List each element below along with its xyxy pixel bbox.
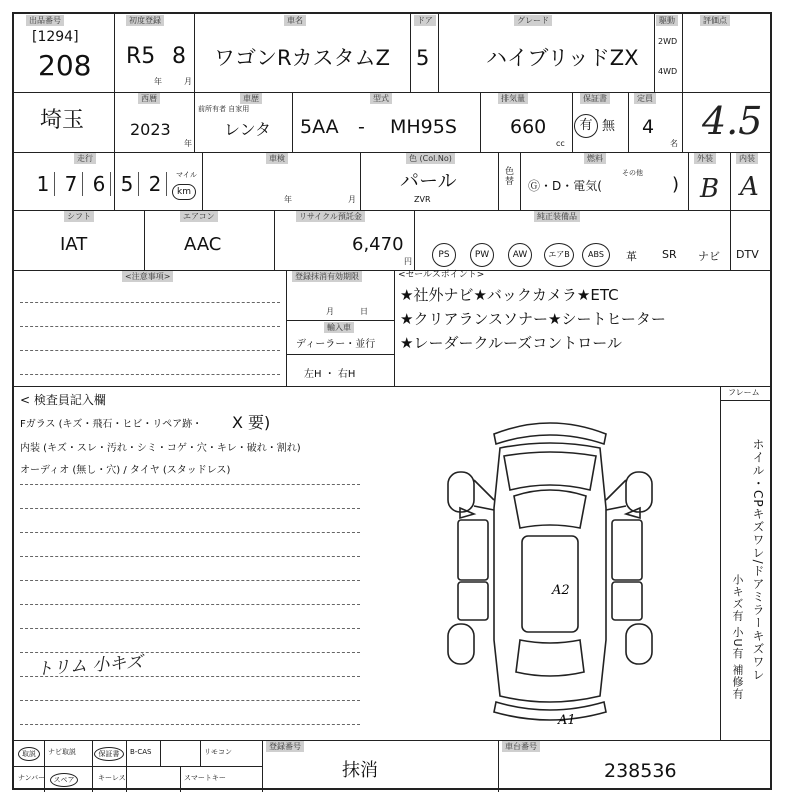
era: R5	[126, 44, 156, 69]
label-year: 西暦	[138, 93, 160, 104]
history-note: 前所有者 自家用	[198, 105, 250, 113]
label-mileage: 走行	[74, 153, 96, 164]
doors: 5	[416, 46, 430, 70]
reg-day: 日	[360, 307, 368, 316]
label-grade: グレード	[514, 15, 552, 26]
unit-year-2: 年	[184, 139, 192, 148]
label-displacement: 排気量	[498, 93, 528, 104]
mileage-unit-mile: マイル	[176, 171, 197, 179]
inspector-line-3: オーディオ (無し・穴) / タイヤ (スタッドレス)	[20, 465, 231, 476]
diagram-right-front-door	[612, 520, 642, 580]
equip-ps: PS	[432, 243, 456, 267]
label-recycle: リサイクル預託金	[296, 211, 365, 222]
label-notes: <注意事項>	[122, 271, 173, 282]
grade: ハイブリッドZX	[486, 46, 639, 70]
diagram-mark-a1: A1	[558, 713, 576, 726]
capacity: 4	[642, 116, 655, 138]
diagram-right-rear-wheel	[626, 624, 652, 664]
reg-number: 抹消	[342, 760, 378, 781]
opt-navi-manual: ナビ取説	[48, 748, 76, 756]
diagram-left-front-door	[458, 520, 488, 580]
warranty-yes: 有	[574, 114, 598, 138]
inspector-title: < 検査員記入欄	[20, 393, 106, 407]
mileage-unit-km: km	[172, 184, 196, 200]
steering: 左H ・ 右H	[304, 369, 356, 380]
label-interior: 内装	[736, 153, 758, 164]
equip-dtv: DTV	[736, 248, 759, 261]
fuel-other: その他	[622, 169, 643, 177]
shaken-year: 年	[284, 195, 292, 204]
label-fuel: 燃料	[584, 153, 606, 164]
diagram-windshield	[514, 490, 586, 528]
opt-smartkey: スマートキー	[184, 774, 226, 782]
equip-pw: PW	[470, 243, 494, 267]
label-shaken: 車検	[266, 153, 288, 164]
mileage-digit: 5	[116, 172, 139, 196]
unit-year: 年	[154, 77, 162, 86]
opt-number: ナンバー	[18, 774, 46, 782]
label-doors: ドア	[414, 15, 436, 26]
unit-month: 月	[184, 77, 192, 86]
fuel: Ⓖ・D・電気(	[528, 179, 602, 193]
fuel-close: )	[672, 174, 680, 195]
opt-remote: リモコン	[204, 748, 232, 756]
shift: IAT	[60, 234, 88, 255]
warranty-no: 無	[602, 119, 616, 134]
diagram-left-front-wheel	[448, 472, 474, 512]
label-frame: フレーム	[728, 388, 760, 397]
label-shift: シフト	[64, 211, 94, 222]
chassis-number: 238536	[604, 760, 677, 782]
mileage-digit: 6	[88, 172, 111, 196]
shaken-month: 月	[348, 195, 356, 204]
label-score: 評価点	[700, 15, 730, 26]
diagram-rear-window	[516, 640, 584, 676]
label-sales-points: <セールスポイント>	[398, 270, 485, 280]
label-reg-number: 登録番号	[266, 741, 304, 752]
diagram-left-rear-wheel	[448, 624, 474, 664]
diagram-right-mirror	[626, 508, 640, 518]
label-warranty: 保証書	[580, 93, 610, 104]
diagram-right-rear-door	[612, 582, 642, 620]
diagram-right-front-fender	[606, 480, 626, 510]
unit-yen: 円	[404, 257, 412, 266]
diagram-left-mirror	[460, 508, 474, 518]
model-separator: -	[358, 116, 365, 138]
drive-2wd: 2WD	[658, 37, 678, 46]
diagram-body-outline	[494, 443, 606, 702]
unit-person: 名	[670, 139, 678, 148]
displacement: 660	[510, 116, 547, 138]
car-name: ワゴンRカスタムZ	[214, 46, 390, 70]
lot-number: 208	[38, 49, 92, 82]
recycle-fee: 6,470	[352, 234, 404, 255]
inspector-line-2: 内装 (キズ・スレ・汚れ・シミ・コゲ・穴・キレ・破れ・割れ)	[20, 443, 301, 454]
opt-bcas: B-CAS	[130, 748, 152, 756]
region: 埼玉	[40, 108, 85, 133]
label-car-name: 車名	[284, 15, 306, 26]
label-lot: 出品番号	[26, 15, 64, 26]
label-drive: 駆動	[656, 15, 678, 26]
label-exterior: 外装	[694, 153, 716, 164]
diagram-left-rear-door	[458, 582, 488, 620]
opt-keyless: キーレス	[98, 774, 126, 782]
label-import: 輸入車	[324, 322, 354, 333]
unit-cc: cc	[556, 139, 565, 148]
mileage-digit: 7	[60, 172, 83, 196]
aircon: AAC	[184, 234, 222, 255]
equip-leather: 革	[626, 250, 637, 263]
exterior-grade: B	[700, 174, 720, 204]
reg-month: 月	[326, 307, 334, 316]
lot-bracket: [1294]	[32, 29, 79, 45]
dealer: ディーラー・並行	[296, 339, 376, 350]
equip-airbag: エアB	[544, 243, 574, 267]
equip-sr: SR	[662, 248, 677, 261]
label-history: 車歴	[240, 93, 262, 104]
label-reg-expiry: 登録抹消有効期限	[292, 271, 362, 282]
color-code: ZVR	[414, 195, 431, 204]
score: 4.5	[702, 99, 763, 143]
label-first-reg: 初度登録	[126, 15, 164, 26]
interior-grade: A	[740, 172, 759, 202]
label-capacity: 定員	[634, 93, 656, 104]
side-note: ホイル・CPキズワレ/ドアミラーキズワレ	[751, 438, 765, 682]
diagram-left-front-fender	[474, 480, 494, 510]
label-model: 型式	[370, 93, 392, 104]
inspector-line-1: Fガラス (キズ・飛石・ヒビ・リペア跡・	[20, 419, 203, 430]
label-aircon: エアコン	[180, 211, 218, 222]
side-note-2: 小キズ有 小U有 補修有	[731, 574, 744, 701]
opt-spare: スペア	[50, 773, 78, 787]
equip-navi: ナビ	[698, 250, 720, 263]
model-prefix: 5AA	[300, 116, 339, 138]
color-change: 色替	[503, 166, 513, 186]
auction-sheet	[12, 12, 772, 790]
diagram-hood	[504, 452, 596, 490]
history: レンタ	[224, 120, 271, 139]
diagram-front-bumper	[494, 423, 606, 444]
label-color: 色 (Col.No)	[406, 153, 455, 164]
sales-point-3: ★レーダークルーズコントロール	[400, 334, 622, 352]
diagram-mark-a2: A2	[552, 583, 570, 598]
label-chassis: 車台番号	[502, 741, 540, 752]
color: パール	[400, 170, 457, 192]
year: 2023	[130, 120, 171, 139]
opt-warranty: 保証書	[94, 747, 124, 761]
sales-point-2: ★クリアランスソナー★シートヒーター	[400, 310, 666, 328]
mileage-digit: 1	[32, 172, 55, 196]
equip-abs: ABS	[582, 243, 610, 267]
opt-manual: 取説	[18, 747, 40, 761]
model-code: MH95S	[390, 116, 457, 138]
equip-aw: AW	[508, 243, 532, 267]
sales-point-1: ★社外ナビ★バックカメラ★ETC	[400, 286, 619, 304]
label-equipment: 純正装備品	[534, 211, 580, 222]
first-reg-month: 8	[172, 44, 186, 69]
mileage-digit: 2	[144, 172, 167, 196]
diagram-rear-bumper	[494, 702, 606, 720]
diagram-right-front-wheel	[626, 472, 652, 512]
handwritten-note: トリム 小キズ	[35, 652, 144, 680]
inspector-line-1-mark: X 要)	[232, 413, 271, 432]
car-damage-diagram	[434, 410, 666, 726]
drive-4wd: 4WD	[658, 67, 678, 76]
